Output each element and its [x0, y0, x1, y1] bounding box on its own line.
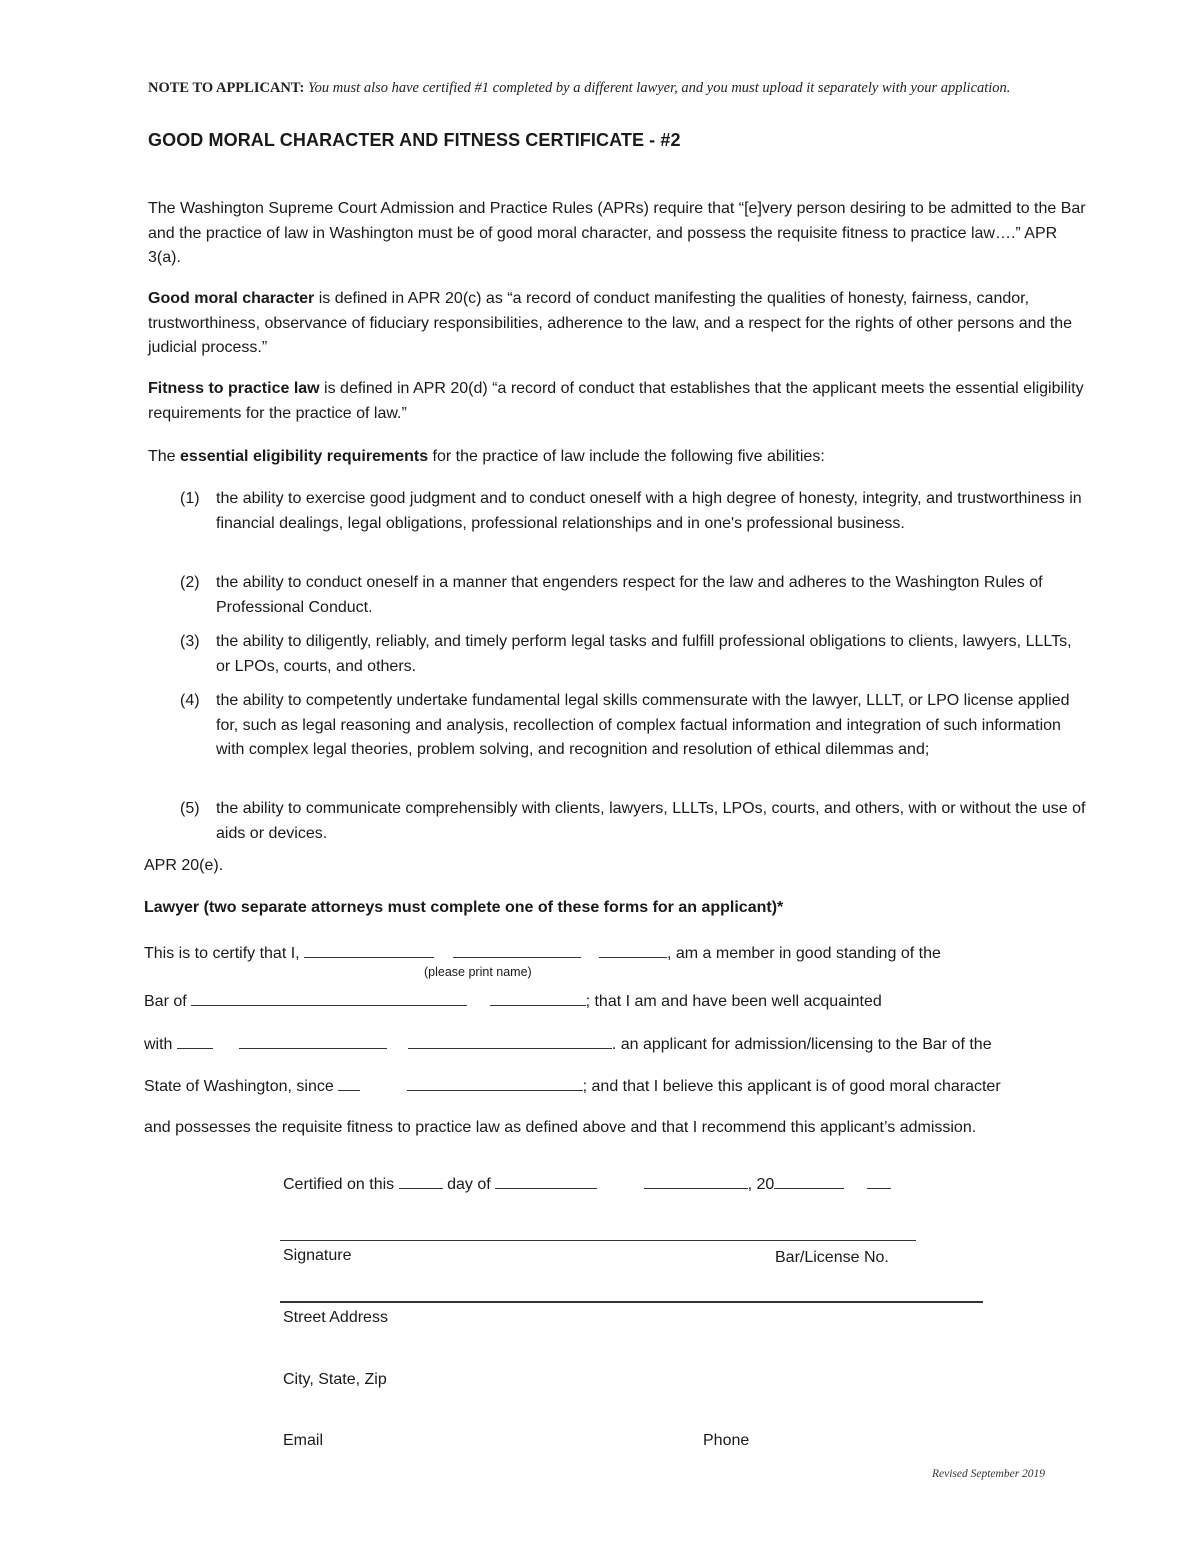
list-item-text: the ability to exercise good judgment and to conduct oneself with a high degree of honesty, integrity, and trustworthiness in financial dealings, legal obligations, professional relationships and in one's professional business.	[216, 490, 1082, 532]
street-address-label: Street Address	[283, 1309, 388, 1326]
year-field[interactable]	[774, 1174, 844, 1189]
applicant-field-2[interactable]	[239, 1034, 387, 1049]
page-title: GOOD MORAL CHARACTER AND FITNESS CERTIFICATE - #2	[148, 130, 681, 150]
certify-line-5: and possesses the requisite fitness to practice law as defined above and that I recommend this applicant’s admission.	[144, 1119, 977, 1136]
certified-on-line	[283, 1174, 891, 1194]
certify-line-3-pre: with	[144, 1036, 173, 1053]
certify-line-1-post: , am a member in good standing of the	[666, 945, 941, 962]
month-field-2[interactable]	[644, 1174, 748, 1189]
fitness-paragraph	[148, 377, 1093, 426]
bar-of-field-2[interactable]	[490, 991, 586, 1006]
print-name-hint: (please print name)	[424, 965, 532, 979]
certify-line-1	[144, 943, 941, 963]
certified-comma: ,	[747, 1176, 753, 1193]
certify-line-2	[144, 991, 882, 1011]
list-item-text: the ability to communicate comprehensibly with clients, lawyers, LLLTs, LPOs, courts, and others, with or without the use of aids or devices.	[216, 800, 1086, 842]
fitness-text: is defined in APR 20(d) “a record of conduct that establishes that the applicant meets the essential eligibility requirements for the practice of law.”	[148, 380, 1084, 422]
list-item-number: (5)	[180, 800, 200, 817]
apr-reference: APR 20(e).	[144, 857, 224, 874]
certified-on-pre: Certified on this	[283, 1176, 395, 1193]
certify-line-4-pre: State of Washington, since	[144, 1078, 334, 1095]
bar-of-field[interactable]	[191, 991, 467, 1006]
name-field-3[interactable]	[599, 943, 667, 958]
good-moral-paragraph	[148, 287, 1093, 361]
list-item-text: the ability to competently undertake fundamental legal skills commensurate with the lawyer, LLLT, or LPO license applied for, such as legal reasoning and analysis, recollection of complex factual information and integration of such information with complex legal theories, problem solving, and recognition and resolution of ethical dilemmas and;	[216, 692, 1070, 758]
good-moral-text: is defined in APR 20(c) as “a record of conduct manifesting the qualities of honesty, fairness, candor, trustworthiness, observance of fiduciary responsibilities, adherence to the law, and a respect for the rights of other persons and the judicial process.”	[148, 290, 1073, 356]
good-moral-term: Good moral character	[148, 290, 315, 307]
email-label: Email	[283, 1432, 324, 1449]
applicant-field-3[interactable]	[408, 1034, 612, 1049]
essential-term: essential eligibility requirements	[180, 448, 429, 465]
list-item-number: (2)	[180, 574, 200, 591]
list-item-number: (4)	[180, 692, 200, 709]
note-text: You must also have certified #1 completed by a different lawyer, and you must upload it separately with your application.	[307, 80, 1011, 96]
day-of-label: day of	[447, 1176, 491, 1193]
since-field-2[interactable]	[407, 1076, 583, 1091]
street-address-line[interactable]	[280, 1301, 983, 1303]
revised-date: Revised September 2019	[932, 1468, 1046, 1480]
essential-post: for the practice of law include the following five abilities:	[428, 448, 825, 465]
signature-line[interactable]	[280, 1240, 916, 1241]
essential-pre: The	[148, 448, 181, 465]
phone-label: Phone	[703, 1432, 750, 1449]
certify-line-2-post: ; that I am and have been well acquainted	[585, 993, 882, 1010]
list-item-text: the ability to diligently, reliably, and timely perform legal tasks and fulfill professional obligations to clients, lawyers, LLLTs, or LPOs, courts, and others.	[216, 633, 1072, 675]
since-field-1[interactable]	[338, 1076, 360, 1091]
certify-line-4-post: ; and that I believe this applicant is of good moral character	[582, 1078, 1001, 1095]
year-prefix: 20	[756, 1176, 775, 1193]
certify-line-3	[144, 1034, 992, 1054]
bar-license-label: Bar/License No.	[775, 1249, 889, 1266]
list-item-text: the ability to conduct oneself in a manner that engenders respect for the law and adheres to the Washington Rules of Professional Conduct.	[216, 574, 1043, 616]
month-field[interactable]	[495, 1174, 597, 1189]
year-field-2[interactable]	[867, 1174, 891, 1189]
essential-paragraph	[148, 445, 1093, 470]
city-state-zip-label: City, State, Zip	[283, 1371, 387, 1388]
lawyer-heading: Lawyer (two separate attorneys must complete one of these forms for an applicant)*	[144, 899, 784, 916]
certify-line-2-pre: Bar of	[144, 993, 187, 1010]
intro-paragraph: The Washington Supreme Court Admission and Practice Rules (APRs) require that “[e]very person desiring to be admitted to the Bar and the practice of law in Washington must be of good moral character, and possess the requisite fitness to practice law….” APR 3(a).	[148, 200, 1086, 266]
signature-label: Signature	[283, 1247, 352, 1264]
certify-line-1-pre: This is to certify that I,	[144, 945, 300, 962]
note-label: NOTE TO APPLICANT:	[148, 80, 305, 96]
day-field[interactable]	[399, 1174, 443, 1189]
note-to-applicant	[148, 80, 1010, 97]
certify-line-4	[144, 1076, 1001, 1096]
applicant-field-1[interactable]	[177, 1034, 213, 1049]
list-item-number: (3)	[180, 633, 200, 650]
name-field-1[interactable]	[304, 943, 434, 958]
fitness-term: Fitness to practice law	[148, 380, 320, 397]
certify-line-3-post: . an applicant for admission/licensing to the Bar of the	[611, 1036, 992, 1053]
name-field-2[interactable]	[453, 943, 581, 958]
list-item-number: (1)	[180, 490, 200, 507]
